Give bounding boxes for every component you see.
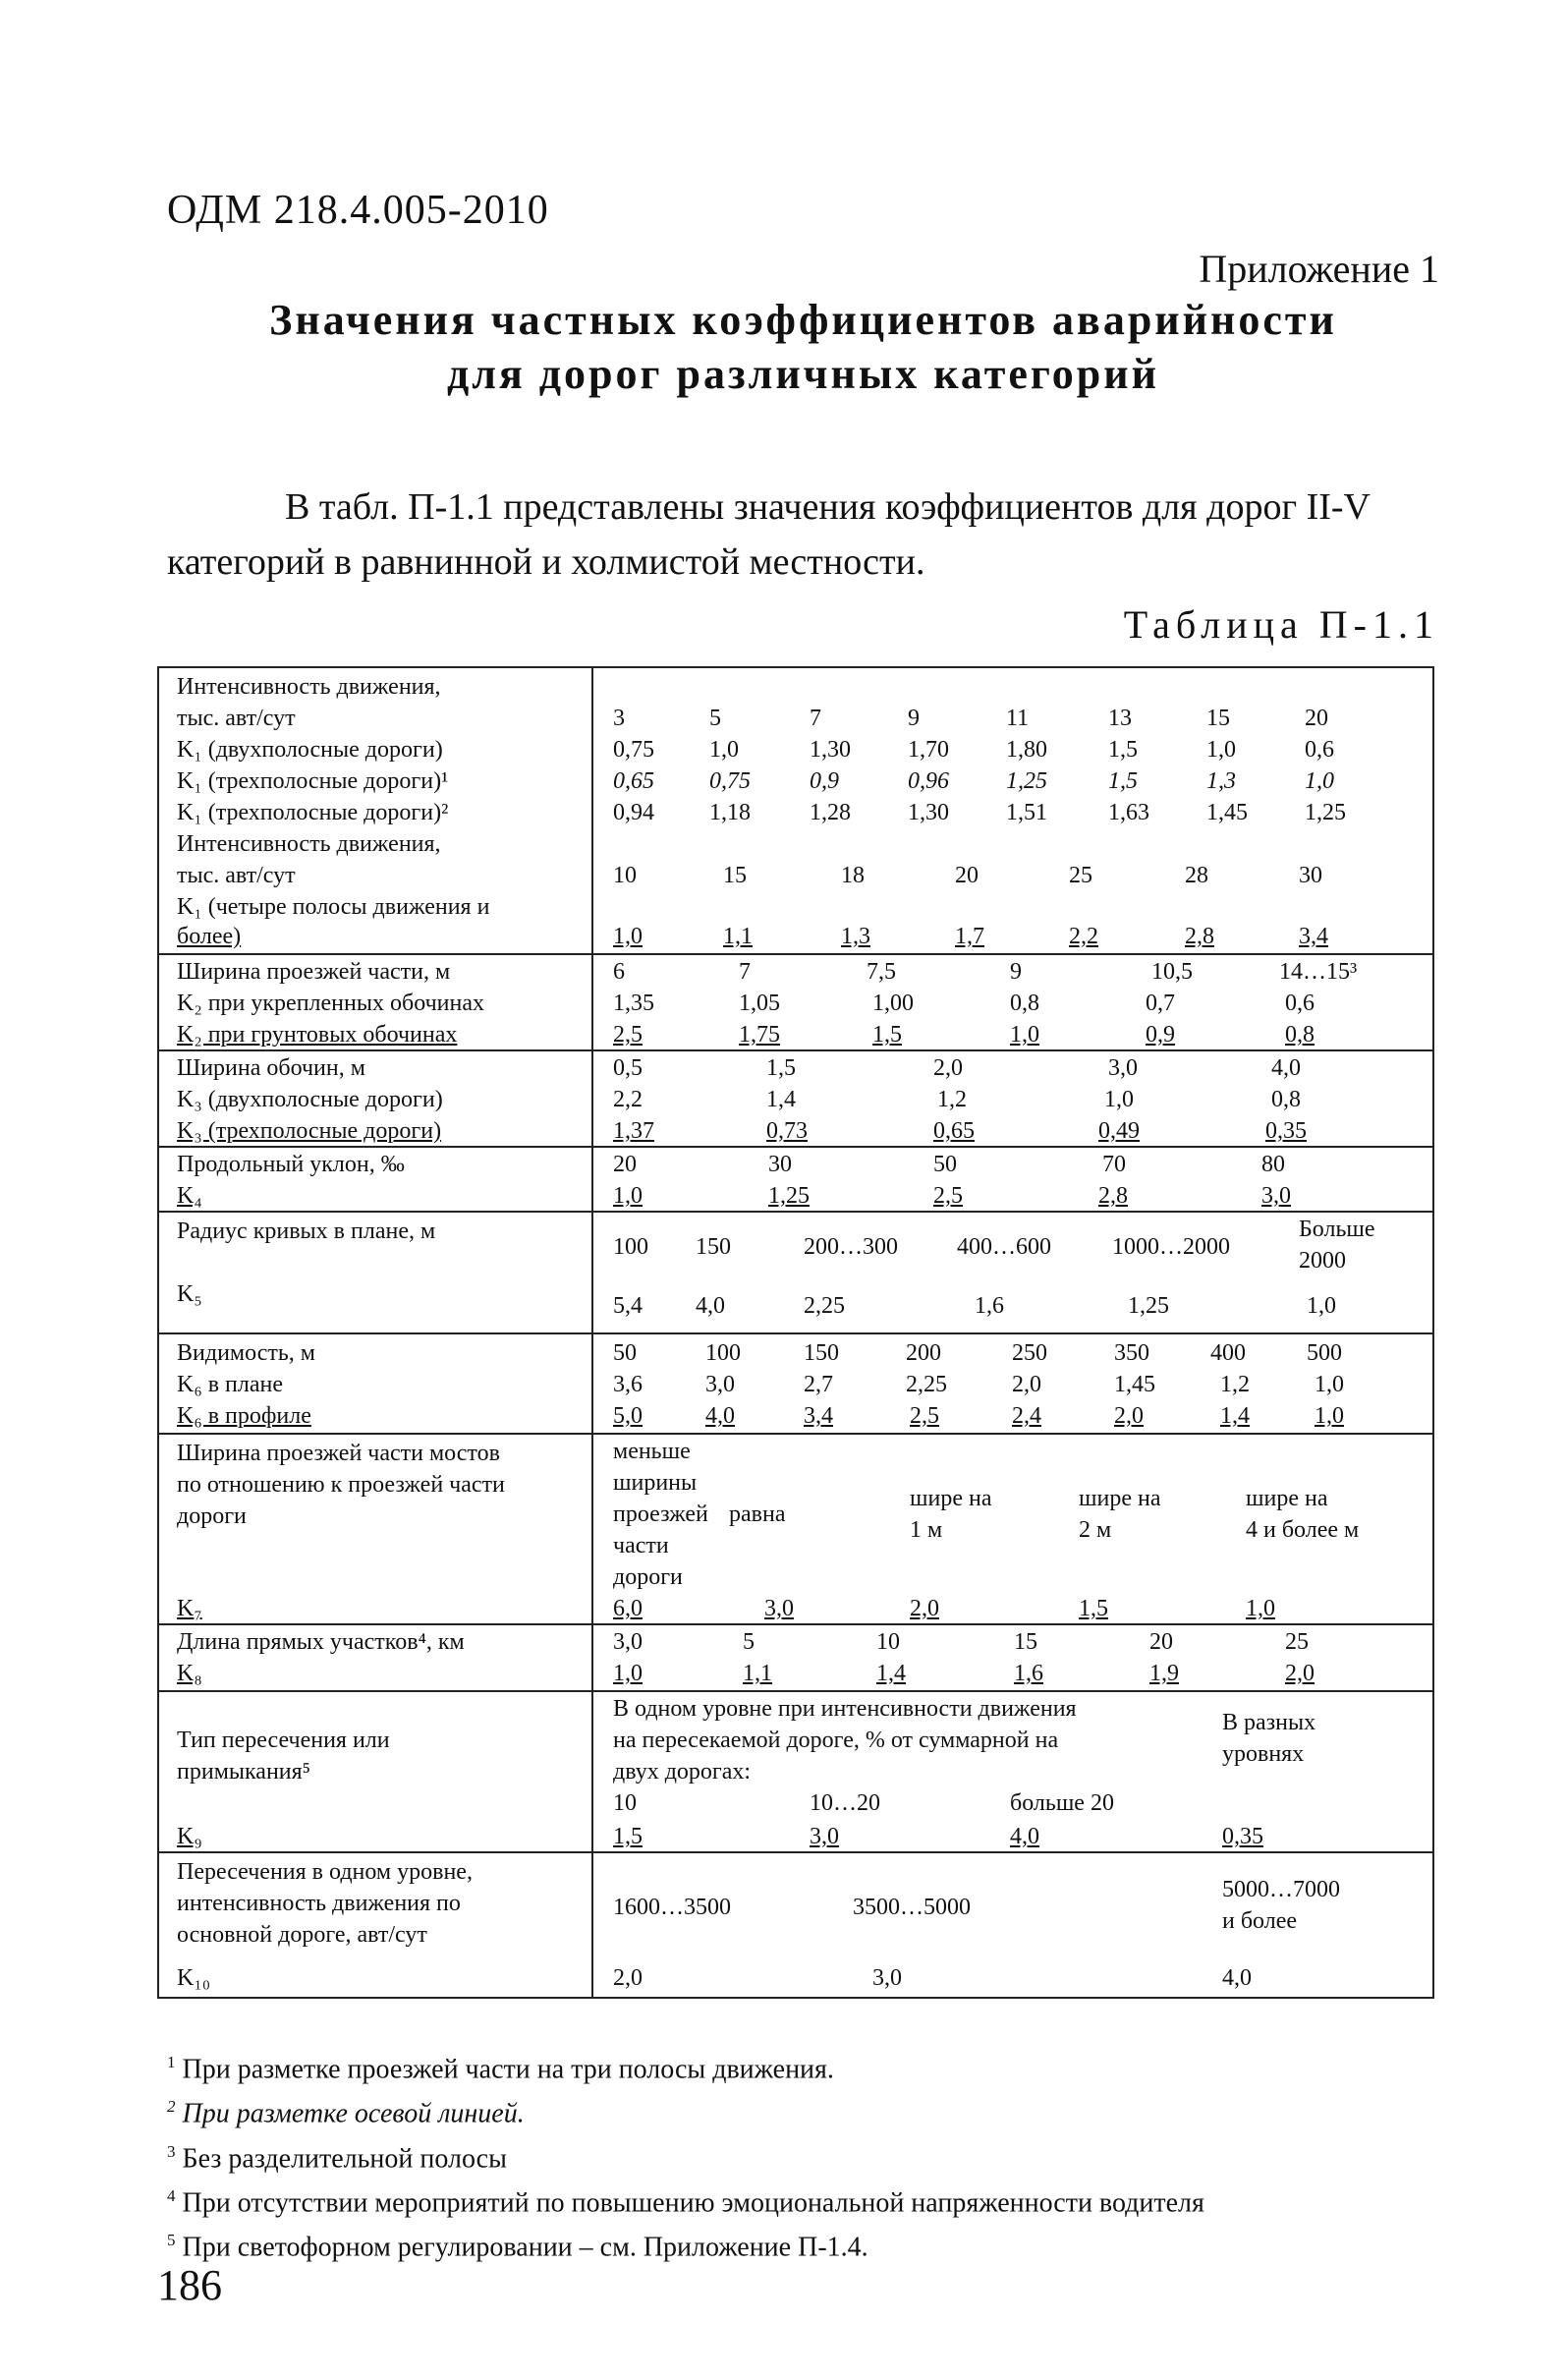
cell: 3,0 (810, 1824, 839, 1849)
cell: части (613, 1533, 669, 1558)
label: K₅ (177, 1281, 202, 1307)
cell: 18 (841, 863, 865, 888)
cell: 5,0 (613, 1403, 643, 1429)
cell: 1,30 (908, 800, 949, 825)
cell: 6,0 (613, 1596, 643, 1621)
cell: 500 (1307, 1340, 1342, 1366)
cell: 10 (613, 1790, 637, 1816)
footnote: $^4$ При отсутствии мероприятий по повышению эмоциональной напряженности водителя (167, 2185, 1204, 2219)
cell: 6 (613, 959, 625, 985)
cell: 5,4 (613, 1293, 643, 1319)
cell: 3,4 (804, 1403, 833, 1429)
cell: 10…20 (810, 1790, 880, 1816)
cell: 1,2 (1220, 1372, 1250, 1397)
cell: 1,6 (975, 1293, 1004, 1319)
block-k8 (159, 1623, 1432, 1690)
cell: 1,2 (937, 1087, 967, 1112)
label: Тип пересечения или (177, 1728, 390, 1753)
label: K₄ (177, 1183, 202, 1209)
cell: 1,45 (1206, 800, 1248, 825)
cell: 1,25 (1305, 800, 1346, 825)
cell: 0,65 (613, 768, 654, 794)
cell: 4,0 (1222, 1965, 1252, 1991)
label: Пересечения в одном уровне, (177, 1859, 473, 1885)
label: K₃ (двухполосные дороги) (177, 1087, 443, 1112)
cell: 2,25 (906, 1372, 947, 1397)
label: Продольный уклон, ‰ (177, 1152, 405, 1177)
cell: 1,0 (613, 1661, 643, 1686)
cell: 0,49 (1098, 1118, 1140, 1144)
cell: 3,0 (872, 1965, 902, 1991)
cell: 20 (613, 1152, 637, 1177)
cell: 25 (1069, 863, 1092, 888)
cell: 20 (955, 863, 979, 888)
cell: 1000…2000 (1112, 1234, 1230, 1260)
cell: 150 (696, 1234, 731, 1260)
cell: 2,0 (613, 1965, 643, 1991)
footnote: $^1$ При разметке проезжей части на три полосы движения. (167, 2053, 834, 2085)
cell: 100 (705, 1340, 741, 1366)
cell: 2 м (1079, 1517, 1112, 1543)
block-k10 (159, 1851, 1432, 1999)
label: K₆ в плане (177, 1372, 283, 1397)
cell: 3,0 (613, 1629, 643, 1655)
label: Интенсивность движения, (177, 674, 441, 700)
label: K₃ (трехполосные дороги) (177, 1118, 442, 1144)
cell: 3,6 (613, 1372, 643, 1397)
cell: 5000…7000 (1222, 1877, 1340, 1902)
cell: 2,2 (613, 1087, 643, 1112)
cell: 7,5 (867, 959, 896, 985)
cell: 1,0 (1305, 768, 1334, 794)
label: Ширина проезжей части, м (177, 959, 451, 985)
label: Интенсивность движения, (177, 831, 441, 857)
cell: 100 (613, 1234, 648, 1260)
cell: 1,3 (1206, 768, 1236, 794)
cell: 3,0 (1261, 1183, 1291, 1209)
cell: 1,0 (1206, 737, 1236, 763)
cell: 70 (1102, 1152, 1126, 1177)
cell: 0,6 (1285, 991, 1315, 1016)
cell: 1,5 (1108, 737, 1138, 763)
cell: 1,05 (739, 991, 780, 1016)
cell: 4,0 (1010, 1824, 1039, 1849)
cell: 1,4 (766, 1087, 796, 1112)
cell: 15 (723, 863, 747, 888)
cell: 2,5 (910, 1403, 939, 1429)
cell: 0,35 (1222, 1824, 1263, 1849)
cell: на пересекаемой дороге, % от суммарной на (613, 1728, 1059, 1753)
label: K₉ (177, 1824, 202, 1849)
cell: 50 (933, 1152, 957, 1177)
cell: дороги (613, 1564, 683, 1590)
label: Ширина обочин, м (177, 1055, 365, 1081)
label: K₆ в профиле (177, 1403, 311, 1429)
label: основной дороге, авт/сут (177, 1922, 427, 1948)
cell: 5 (709, 706, 721, 731)
cell: 1,3 (841, 924, 870, 949)
block-k2 (159, 953, 1432, 1049)
label: K₈ (177, 1661, 202, 1686)
coefficients-table (157, 666, 1434, 1999)
cell: 350 (1114, 1340, 1149, 1366)
cell: 30 (1299, 863, 1322, 888)
cell: 1,5 (613, 1824, 643, 1849)
cell: 0,8 (1010, 991, 1039, 1016)
label: Длина прямых участков⁴, км (177, 1629, 465, 1655)
cell: Больше (1299, 1217, 1375, 1242)
footnote: $^2$ При разметке осевой линией. (167, 2097, 525, 2129)
cell: 2,0 (910, 1596, 939, 1621)
label: примыкания⁵ (177, 1759, 311, 1785)
cell: 7 (810, 706, 821, 731)
cell: 1,4 (876, 1661, 906, 1686)
label: дороги (177, 1503, 247, 1529)
cell: 3,0 (764, 1596, 794, 1621)
footnote: $^3$ Без разделительной полосы (167, 2141, 507, 2174)
cell: 20 (1149, 1629, 1173, 1655)
cell: 50 (613, 1340, 637, 1366)
cell: 1 м (910, 1517, 943, 1543)
cell: 0,75 (613, 737, 654, 763)
cell: 2,0 (1012, 1372, 1041, 1397)
cell: 150 (804, 1340, 839, 1366)
cell: 1,1 (743, 1661, 772, 1686)
cell: шире на (1079, 1486, 1161, 1511)
footnote: $^5$ При светофорном регулировании – см. Приложение П-1.4. (167, 2231, 868, 2263)
cell: шире на (910, 1486, 992, 1511)
cell: 9 (1010, 959, 1022, 985)
cell: 250 (1012, 1340, 1047, 1366)
cell: 1,5 (766, 1055, 796, 1081)
title-line-1: Значения частных коэффициентов аварийности (269, 296, 1337, 344)
cell: 4,0 (705, 1403, 735, 1429)
cell: 15 (1206, 706, 1230, 731)
cell: 80 (1261, 1152, 1285, 1177)
cell: 1,4 (1220, 1403, 1250, 1429)
cell: 2,0 (933, 1055, 963, 1081)
cell: равна (729, 1502, 786, 1527)
block-k5 (159, 1211, 1432, 1332)
cell: 3500…5000 (853, 1895, 971, 1920)
cell: 7 (739, 959, 751, 985)
document-code: ОДМ 218.4.005-2010 (167, 188, 549, 233)
cell: 200…300 (804, 1234, 898, 1260)
label: Ширина проезжей части мостов (177, 1441, 500, 1466)
label: тыс. авт/сут (177, 863, 296, 888)
cell: 1,25 (1128, 1293, 1169, 1319)
label: K₂ при грунтовых обочинах (177, 1022, 458, 1048)
cell: 0,9 (810, 768, 839, 794)
cell: 2,0 (1114, 1403, 1144, 1429)
cell: 0,96 (908, 768, 949, 794)
appendix-label: Приложение 1 (1199, 247, 1439, 291)
block-k3 (159, 1049, 1432, 1146)
cell: 0,73 (766, 1118, 808, 1144)
cell: 1600…3500 (613, 1895, 731, 1920)
cell: 1,0 (613, 924, 643, 949)
label: K₁₀ (177, 1965, 211, 1991)
cell: 14…15³ (1279, 959, 1358, 985)
cell: 1,30 (810, 737, 851, 763)
cell: 0,5 (613, 1055, 643, 1081)
cell: 1,0 (1315, 1372, 1344, 1397)
cell: 200 (906, 1340, 941, 1366)
cell: 1,7 (955, 924, 984, 949)
label: K₇ (177, 1596, 202, 1621)
cell: 25 (1285, 1629, 1309, 1655)
cell: 20 (1305, 706, 1328, 731)
block-k4 (159, 1146, 1432, 1211)
label: K₂ при укрепленных обочинах (177, 991, 484, 1016)
cell: уровнях (1222, 1741, 1305, 1767)
cell: 1,0 (613, 1183, 643, 1209)
cell: 1,28 (810, 800, 851, 825)
cell: 2,5 (613, 1022, 643, 1048)
cell: 1,80 (1006, 737, 1047, 763)
label: K₁ (трехполосные дороги)¹ (177, 768, 449, 794)
cell: 400…600 (957, 1234, 1051, 1260)
label: по отношению к проезжей части (177, 1472, 505, 1498)
cell: 4,0 (1271, 1055, 1301, 1081)
cell: проезжей (613, 1502, 708, 1527)
cell: 2,0 (1285, 1661, 1315, 1686)
cell: 0,35 (1265, 1118, 1307, 1144)
block-k9 (159, 1690, 1432, 1851)
cell: 15 (1014, 1629, 1037, 1655)
cell: 4,0 (696, 1293, 725, 1319)
block-k1 (159, 668, 1432, 953)
cell: 1,5 (1079, 1596, 1108, 1621)
cell: В разных (1222, 1710, 1316, 1735)
cell: 0,75 (709, 768, 751, 794)
cell: 2,25 (804, 1293, 845, 1319)
cell: В одном уровне при интенсивности движения (613, 1696, 1077, 1722)
cell: 4 и более м (1246, 1517, 1360, 1543)
cell: 0,6 (1305, 737, 1334, 763)
cell: 3,0 (1108, 1055, 1138, 1081)
cell: 1,6 (1014, 1661, 1043, 1686)
cell: 1,51 (1006, 800, 1047, 825)
cell: шире на (1246, 1486, 1328, 1511)
cell: 3,4 (1299, 924, 1328, 949)
cell: 0,8 (1271, 1087, 1301, 1112)
cell: меньше (613, 1439, 691, 1464)
table-caption: Таблица П-1.1 (1123, 602, 1439, 647)
cell: 400 (1210, 1340, 1246, 1366)
cell: 1,0 (1246, 1596, 1275, 1621)
cell: 5 (743, 1629, 755, 1655)
cell: 1,5 (1108, 768, 1138, 794)
cell: 1,0 (1307, 1293, 1336, 1319)
block-k6 (159, 1332, 1432, 1433)
cell: 1,25 (1006, 768, 1047, 794)
cell: 2,7 (804, 1372, 833, 1397)
cell: 1,25 (768, 1183, 810, 1209)
cell: 11 (1006, 706, 1030, 731)
cell: 0,94 (613, 800, 654, 825)
cell: ширины (613, 1470, 698, 1496)
label: Радиус кривых в плане, м (177, 1218, 436, 1244)
cell: и более (1222, 1908, 1298, 1934)
cell: 1,75 (739, 1022, 780, 1048)
label: K₁ (четыре полосы движения и (177, 894, 490, 920)
cell: 28 (1185, 863, 1208, 888)
cell: 2,8 (1185, 924, 1214, 949)
cell: 1,18 (709, 800, 751, 825)
cell: 0,9 (1146, 1022, 1175, 1048)
label: интенсивность движения по (177, 1891, 461, 1916)
intro-paragraph: В табл. П-1.1 представлены значения коэффициентов для дорог II-V категорий в равнинной и холмистой местности. (167, 486, 1371, 583)
cell: 10 (876, 1629, 900, 1655)
label: более) (177, 924, 242, 949)
cell: 1,70 (908, 737, 949, 763)
cell: больше 20 (1010, 1790, 1114, 1816)
cell: 2,2 (1069, 924, 1098, 949)
cell: 30 (768, 1152, 792, 1177)
cell: 1,35 (613, 991, 654, 1016)
cell: 1,5 (872, 1022, 902, 1048)
cell: 1,0 (1104, 1087, 1134, 1112)
cell: 10,5 (1151, 959, 1193, 985)
cell: 3,0 (705, 1372, 735, 1397)
cell: 10 (613, 863, 637, 888)
cell: 0,7 (1146, 991, 1175, 1016)
cell: 1,0 (1010, 1022, 1039, 1048)
cell: 1,0 (709, 737, 739, 763)
cell: 0,65 (933, 1118, 975, 1144)
cell: 13 (1108, 706, 1132, 731)
label: Видимость, м (177, 1340, 315, 1366)
cell: 2000 (1299, 1248, 1346, 1274)
cell: 1,1 (723, 924, 753, 949)
cell: 3 (613, 706, 625, 731)
cell: 2,8 (1098, 1183, 1128, 1209)
label: тыс. авт/сут (177, 706, 296, 731)
cell: двух дорогах: (613, 1759, 752, 1785)
cell: 1,45 (1114, 1372, 1155, 1397)
cell: 1,00 (872, 991, 914, 1016)
cell: 0,8 (1285, 1022, 1315, 1048)
page-number: 186 (157, 2261, 222, 2309)
cell: 2,5 (933, 1183, 963, 1209)
cell: 2,4 (1012, 1403, 1041, 1429)
footnotes (167, 2044, 1204, 2267)
title-line-2: для дорог различных категорий (447, 350, 1159, 398)
cell: 1,63 (1108, 800, 1149, 825)
label: K₁ (трехполосные дороги)² (177, 800, 449, 825)
cell: 9 (908, 706, 920, 731)
label: K₁ (двухполосные дороги) (177, 737, 443, 763)
block-k7 (159, 1433, 1432, 1623)
cell: 1,37 (613, 1118, 654, 1144)
cell: 1,9 (1149, 1661, 1179, 1686)
cell: 1,0 (1315, 1403, 1344, 1429)
